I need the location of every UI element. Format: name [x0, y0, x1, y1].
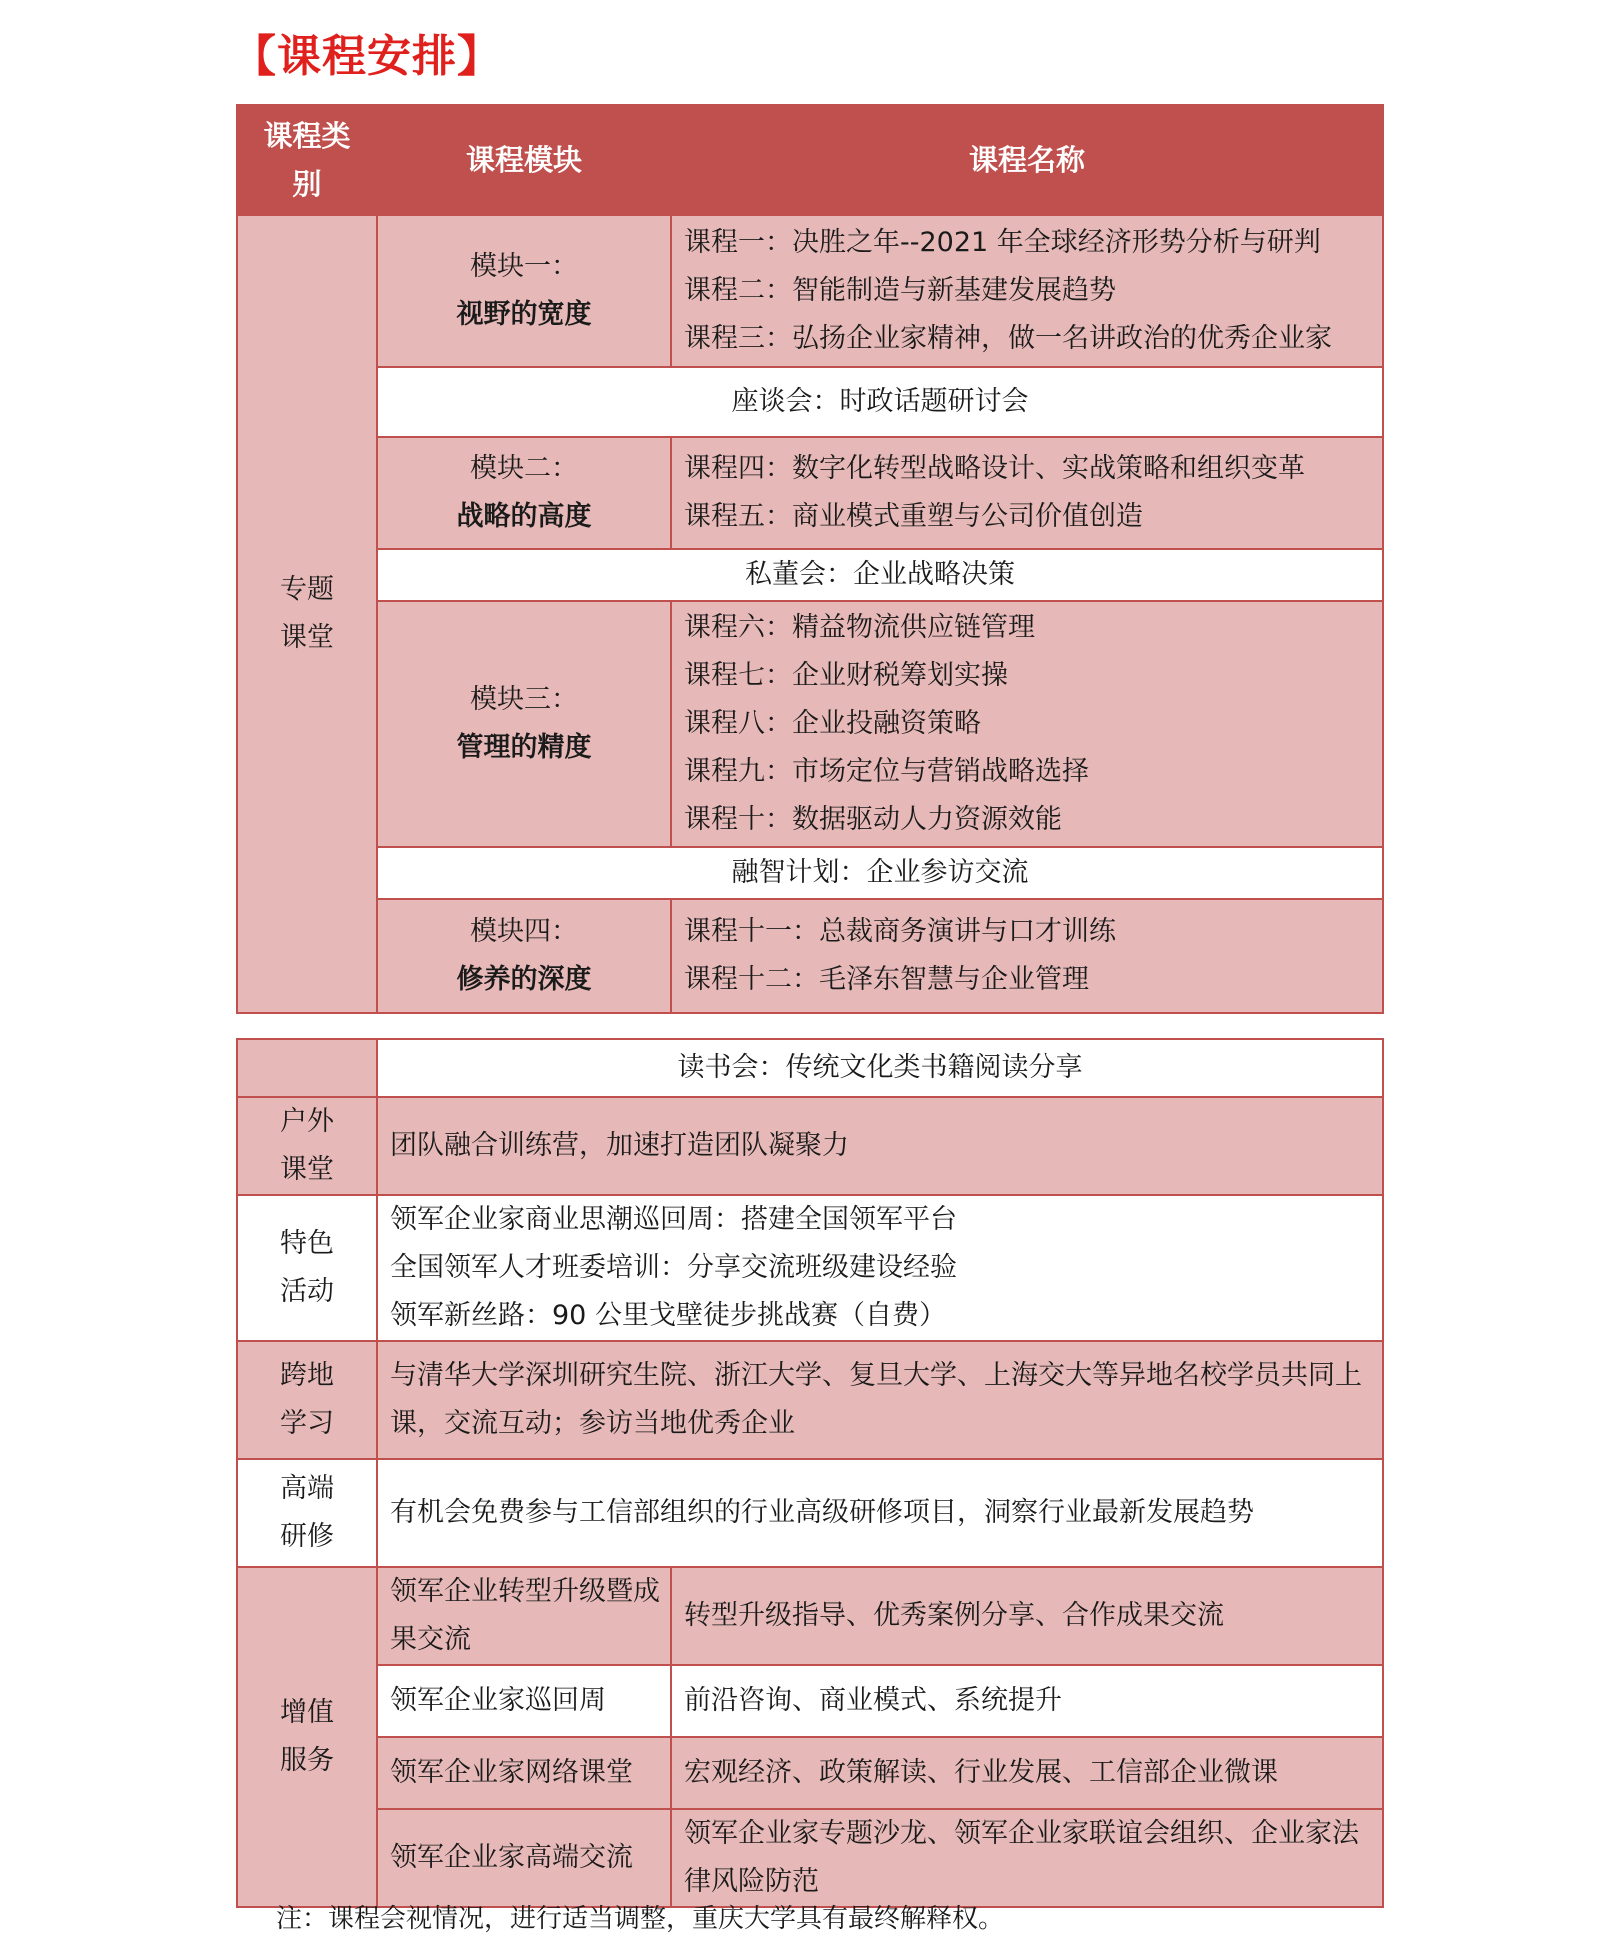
value-name: 领军企业家网络课堂	[377, 1737, 671, 1809]
value-name: 领军企业转型升级暨成果交流	[377, 1567, 671, 1665]
header-module: 课程模块	[377, 105, 671, 215]
module-name: 管理的精度	[456, 732, 592, 763]
value-desc: 宏观经济、政策解读、行业发展、工信部企业微课	[671, 1737, 1383, 1809]
module-label: 模块二：	[470, 453, 578, 484]
module-cell	[377, 437, 671, 549]
outdoor-row	[237, 1097, 1383, 1195]
course-item: 课程九：市场定位与营销战略选择	[684, 756, 1089, 787]
course-item: 课程七：企业财税筹划实操	[684, 660, 1008, 691]
highend-row	[237, 1459, 1383, 1567]
cross-text: 与清华大学深圳研究生院、浙江大学、复旦大学、上海交大等异地名校学员共同上课，交流互动；参访当地优秀企业	[377, 1341, 1383, 1459]
module-cell	[377, 601, 671, 847]
course-table	[236, 104, 1384, 1014]
value-row	[237, 1567, 1383, 1665]
feature-item: 全国领军人才班委培训：分享交流班级建设经验	[390, 1252, 957, 1283]
highend-text: 有机会免费参与工信部组织的行业高级研修项目，洞察行业最新发展趋势	[377, 1459, 1383, 1567]
category-value: 增值服务	[237, 1567, 377, 1907]
module-name: 战略的高度	[456, 501, 592, 532]
table-header-row	[237, 105, 1383, 215]
course-item: 课程二：智能制造与新基建发展趋势	[684, 275, 1116, 306]
module-row	[237, 437, 1383, 549]
value-row	[237, 1809, 1383, 1907]
event-cell: 座谈会：时政话题研讨会	[377, 367, 1383, 437]
event-row	[237, 847, 1383, 899]
category-special: 专题课堂	[237, 215, 377, 1013]
course-item: 课程一：决胜之年--2021 年全球经济形势分析与研判	[684, 227, 1321, 258]
module-row	[237, 215, 1383, 367]
footnote: 注：课程会视情况，进行适当调整，重庆大学具有最终解释权。	[276, 1904, 1005, 1934]
course-list	[671, 215, 1383, 367]
module-label: 模块一：	[470, 251, 578, 282]
module-cell	[377, 899, 671, 1013]
event-row	[237, 1039, 1383, 1097]
course-item: 课程六：精益物流供应链管理	[684, 612, 1035, 643]
category-cross: 跨地学习	[237, 1341, 377, 1459]
course-item: 课程四：数字化转型战略设计、实战策略和组织变革	[684, 453, 1305, 484]
category-outdoor: 户外课堂	[237, 1097, 377, 1195]
feature-row	[237, 1195, 1383, 1341]
value-name: 领军企业家巡回周	[377, 1665, 671, 1737]
event-cell: 融智计划：企业参访交流	[377, 847, 1383, 899]
value-desc: 转型升级指导、优秀案例分享、合作成果交流	[671, 1567, 1383, 1665]
module-row	[237, 899, 1383, 1013]
course-list	[671, 437, 1383, 549]
course-item: 课程五：商业模式重塑与公司价值创造	[684, 501, 1143, 532]
module-name: 修养的深度	[456, 964, 592, 995]
activity-table	[236, 1038, 1384, 1908]
module-label: 模块三：	[470, 684, 578, 715]
value-desc: 前沿咨询、商业模式、系统提升	[671, 1665, 1383, 1737]
category-feature: 特色活动	[237, 1195, 377, 1341]
course-item: 课程八：企业投融资策略	[684, 708, 981, 739]
feature-list	[377, 1195, 1383, 1341]
module-cell	[377, 215, 671, 367]
event-cell: 私董会：企业战略决策	[377, 549, 1383, 601]
event-row	[237, 549, 1383, 601]
header-category: 课程类别	[237, 105, 377, 215]
feature-item: 领军新丝路：90 公里戈壁徒步挑战赛（自费）	[390, 1300, 946, 1331]
event-cell: 读书会：传统文化类书籍阅读分享	[377, 1039, 1383, 1097]
value-row	[237, 1665, 1383, 1737]
course-list	[671, 899, 1383, 1013]
header-course-name: 课程名称	[671, 105, 1383, 215]
module-name: 视野的宽度	[456, 299, 592, 330]
course-item: 课程三：弘扬企业家精神，做一名讲政治的优秀企业家	[684, 323, 1332, 354]
value-name: 领军企业家高端交流	[377, 1809, 671, 1907]
outdoor-text: 团队融合训练营，加速打造团队凝聚力	[377, 1097, 1383, 1195]
feature-item: 领军企业家商业思潮巡回周：搭建全国领军平台	[390, 1204, 957, 1235]
module-row	[237, 601, 1383, 847]
course-item: 课程十：数据驱动人力资源效能	[684, 804, 1062, 835]
course-item: 课程十二：毛泽东智慧与企业管理	[684, 964, 1089, 995]
cross-row	[237, 1341, 1383, 1459]
value-row	[237, 1737, 1383, 1809]
category-highend: 高端研修	[237, 1459, 377, 1567]
value-desc: 领军企业家专题沙龙、领军企业家联谊会组织、企业家法律风险防范	[671, 1809, 1383, 1907]
event-row	[237, 367, 1383, 437]
course-item: 课程十一：总裁商务演讲与口才训练	[684, 916, 1116, 947]
course-list	[671, 601, 1383, 847]
category-empty	[237, 1039, 377, 1097]
module-label: 模块四：	[470, 916, 578, 947]
page-title: 【课程安排】	[232, 31, 502, 82]
